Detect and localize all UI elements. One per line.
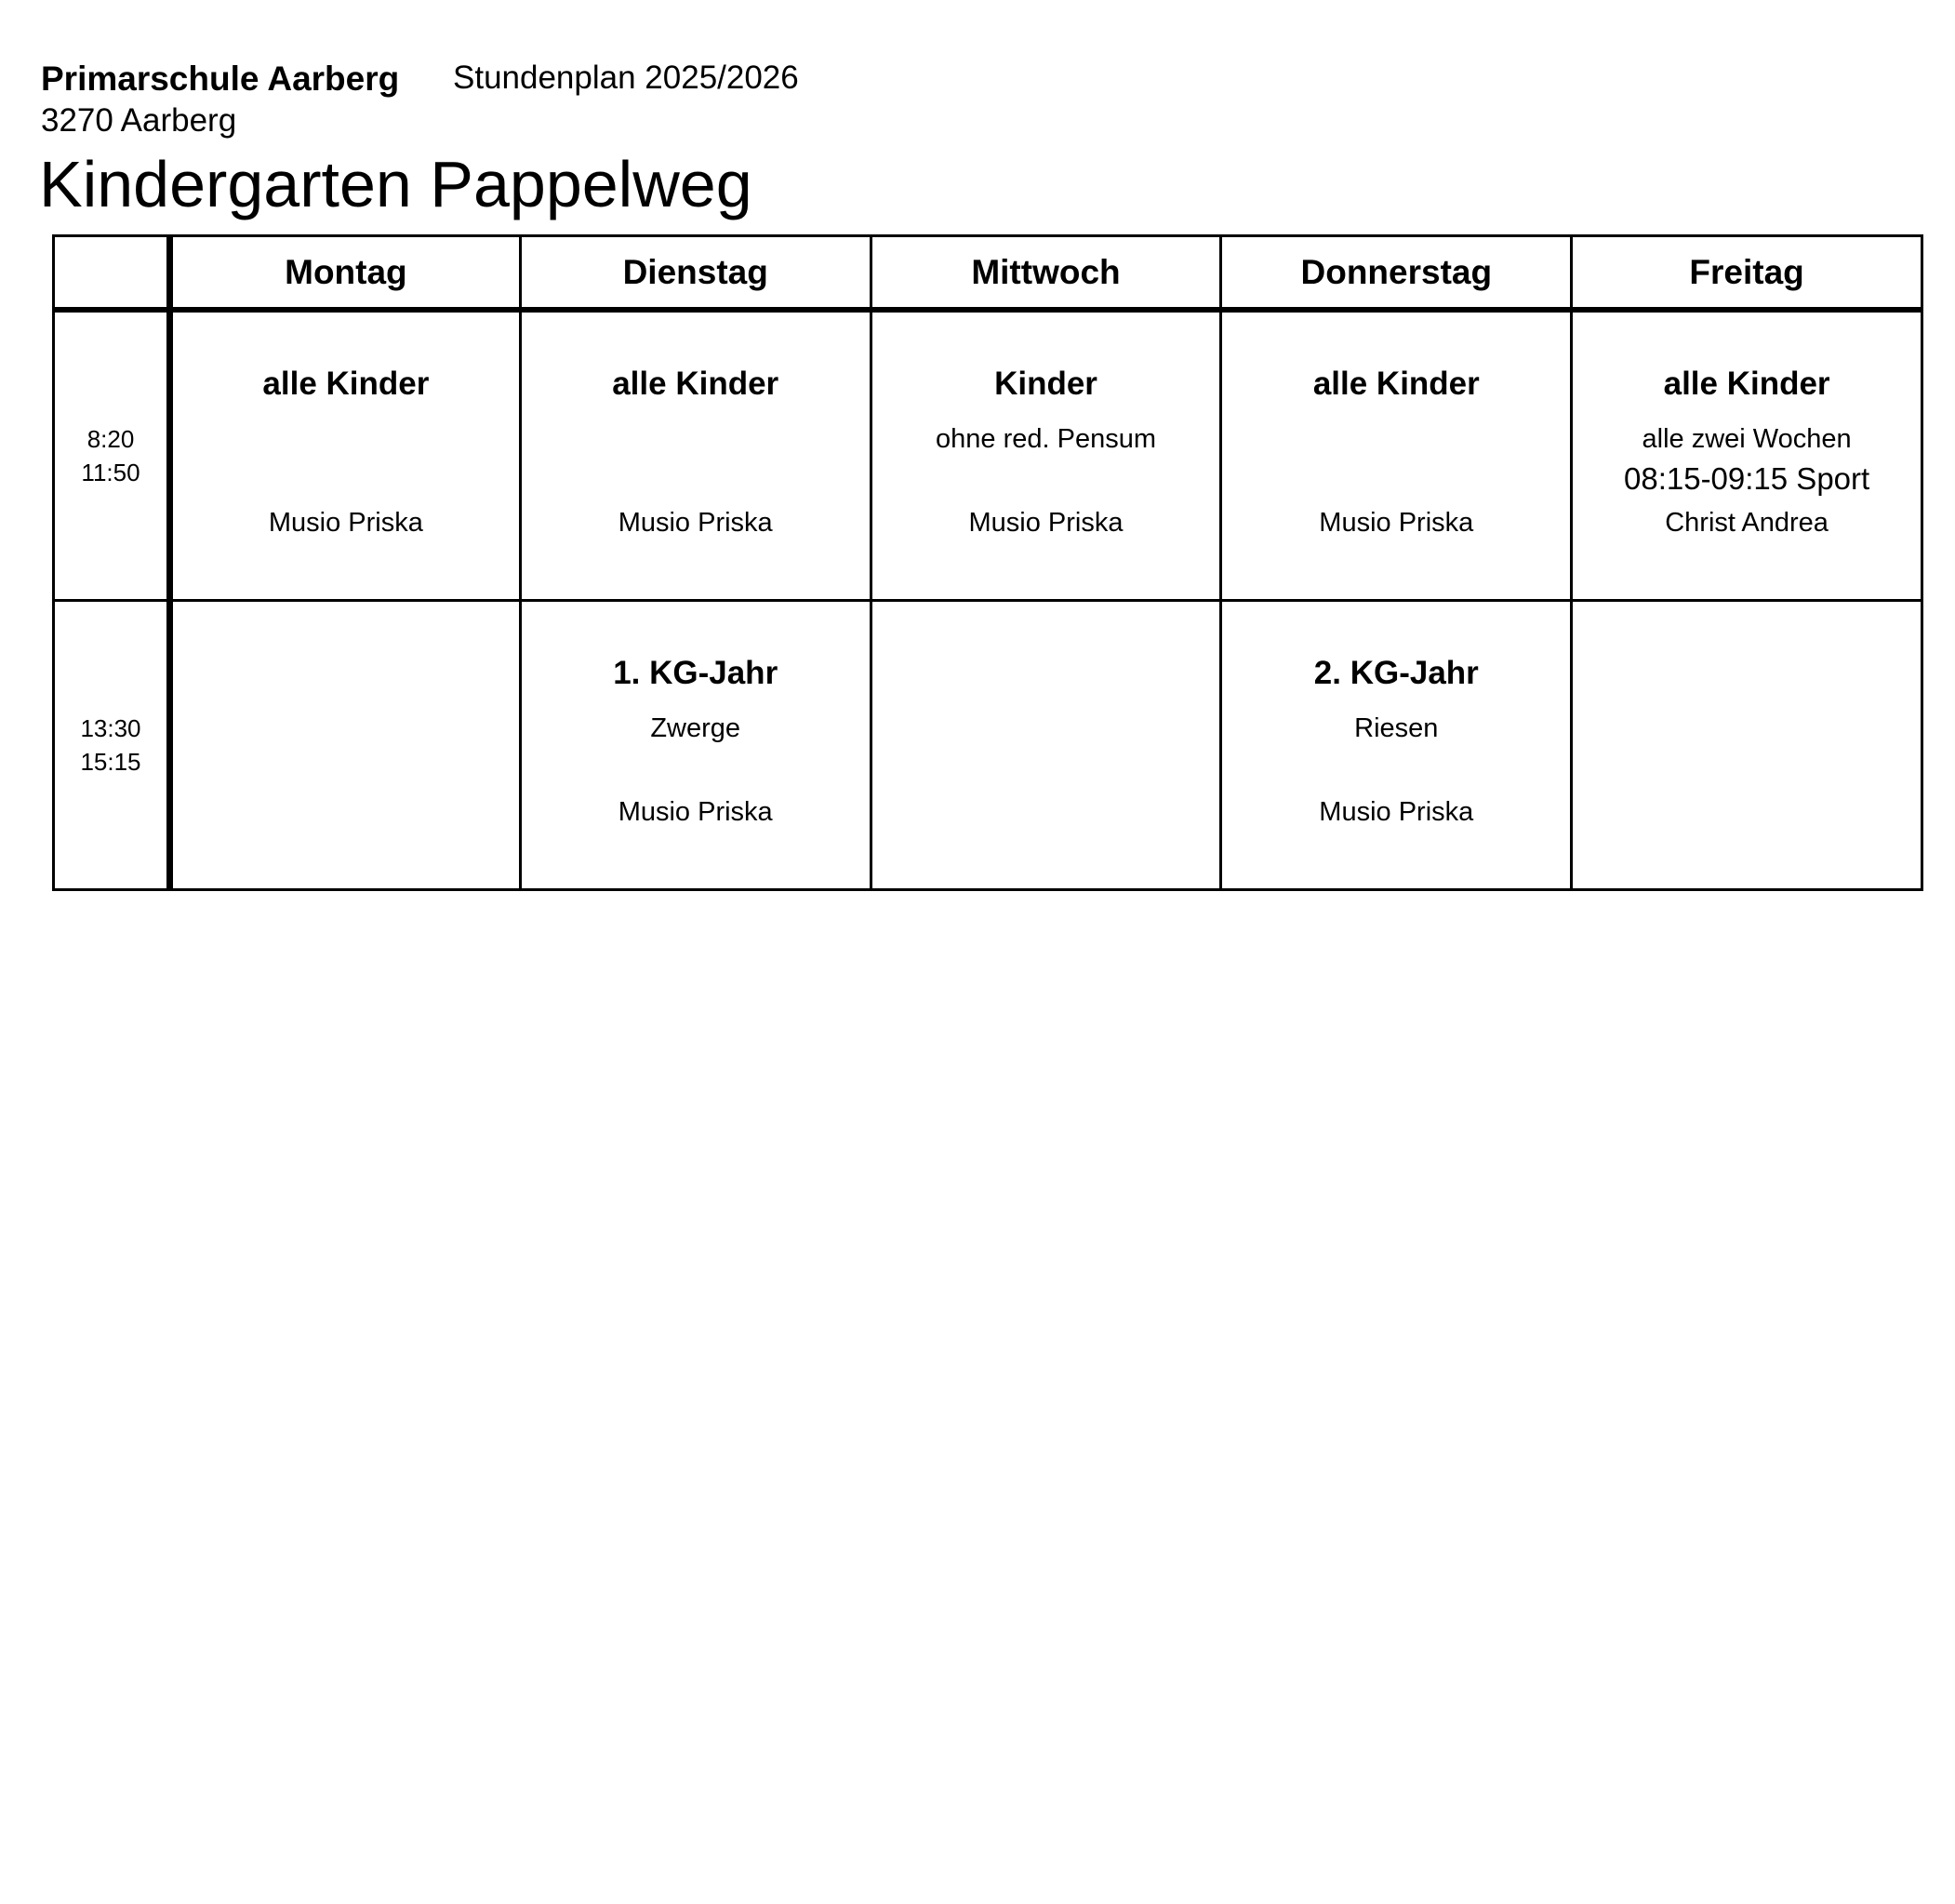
corner-cell bbox=[54, 236, 170, 311]
lesson-cell bbox=[871, 601, 1221, 890]
morning-slot-row bbox=[54, 310, 1922, 601]
time-cell bbox=[54, 310, 170, 601]
lesson-title: alle Kinder bbox=[612, 366, 779, 402]
lesson-teacher: Christ Andrea bbox=[1665, 508, 1829, 538]
time-cell bbox=[54, 601, 170, 890]
lesson-subtitle: Riesen bbox=[1354, 713, 1439, 743]
lesson-teacher: Musio Priska bbox=[618, 797, 773, 827]
lesson-title: alle Kinder bbox=[262, 366, 430, 402]
day-header-montag: Montag bbox=[170, 236, 521, 311]
lesson-teacher: Musio Priska bbox=[968, 508, 1124, 538]
slot-start-time: 13:30 bbox=[80, 714, 141, 742]
day-header-dienstag: Dienstag bbox=[520, 236, 871, 311]
slot-start-time: 8:20 bbox=[86, 425, 135, 453]
lesson-cell bbox=[520, 310, 871, 601]
lesson-title: alle Kinder bbox=[1663, 366, 1830, 402]
lesson-teacher: Musio Priska bbox=[268, 508, 423, 538]
kindergarten-title: Kindergarten Pappelweg bbox=[39, 148, 752, 220]
lesson-extra: 08:15-09:15 Sport bbox=[1623, 461, 1870, 496]
lesson-cell bbox=[1572, 310, 1922, 601]
lesson-title: alle Kinder bbox=[1312, 366, 1480, 402]
lesson-cell bbox=[170, 310, 521, 601]
day-header-mittwoch: Mittwoch bbox=[871, 236, 1221, 311]
timetable bbox=[52, 234, 1923, 891]
lesson-cell bbox=[1572, 601, 1922, 890]
lesson-cell bbox=[1221, 601, 1572, 890]
slot-end-time: 15:15 bbox=[80, 748, 141, 776]
lesson-cell bbox=[1221, 310, 1572, 601]
lesson-title: 1. KG-Jahr bbox=[613, 655, 778, 691]
day-header-row bbox=[54, 236, 1922, 311]
plan-title: Stundenplan 2025/2026 bbox=[453, 60, 799, 96]
school-address: 3270 Aarberg bbox=[41, 102, 237, 139]
lesson-teacher: Musio Priska bbox=[618, 508, 773, 538]
day-header-freitag: Freitag bbox=[1572, 236, 1922, 311]
lesson-teacher: Musio Priska bbox=[1319, 508, 1474, 538]
lesson-subtitle: ohne red. Pensum bbox=[936, 424, 1156, 454]
lesson-teacher: Musio Priska bbox=[1319, 797, 1474, 827]
lesson-subtitle: alle zwei Wochen bbox=[1642, 424, 1852, 454]
lesson-title: 2. KG-Jahr bbox=[1313, 655, 1479, 691]
day-header-donnerstag: Donnerstag bbox=[1221, 236, 1572, 311]
school-name: Primarschule Aarberg bbox=[41, 60, 400, 98]
lesson-cell bbox=[520, 601, 871, 890]
lesson-cell bbox=[871, 310, 1221, 601]
lesson-subtitle: Zwerge bbox=[650, 713, 741, 743]
slot-end-time: 11:50 bbox=[81, 459, 140, 486]
afternoon-slot-row bbox=[54, 601, 1922, 890]
lesson-title: Kinder bbox=[994, 366, 1097, 402]
lesson-cell bbox=[170, 601, 521, 890]
